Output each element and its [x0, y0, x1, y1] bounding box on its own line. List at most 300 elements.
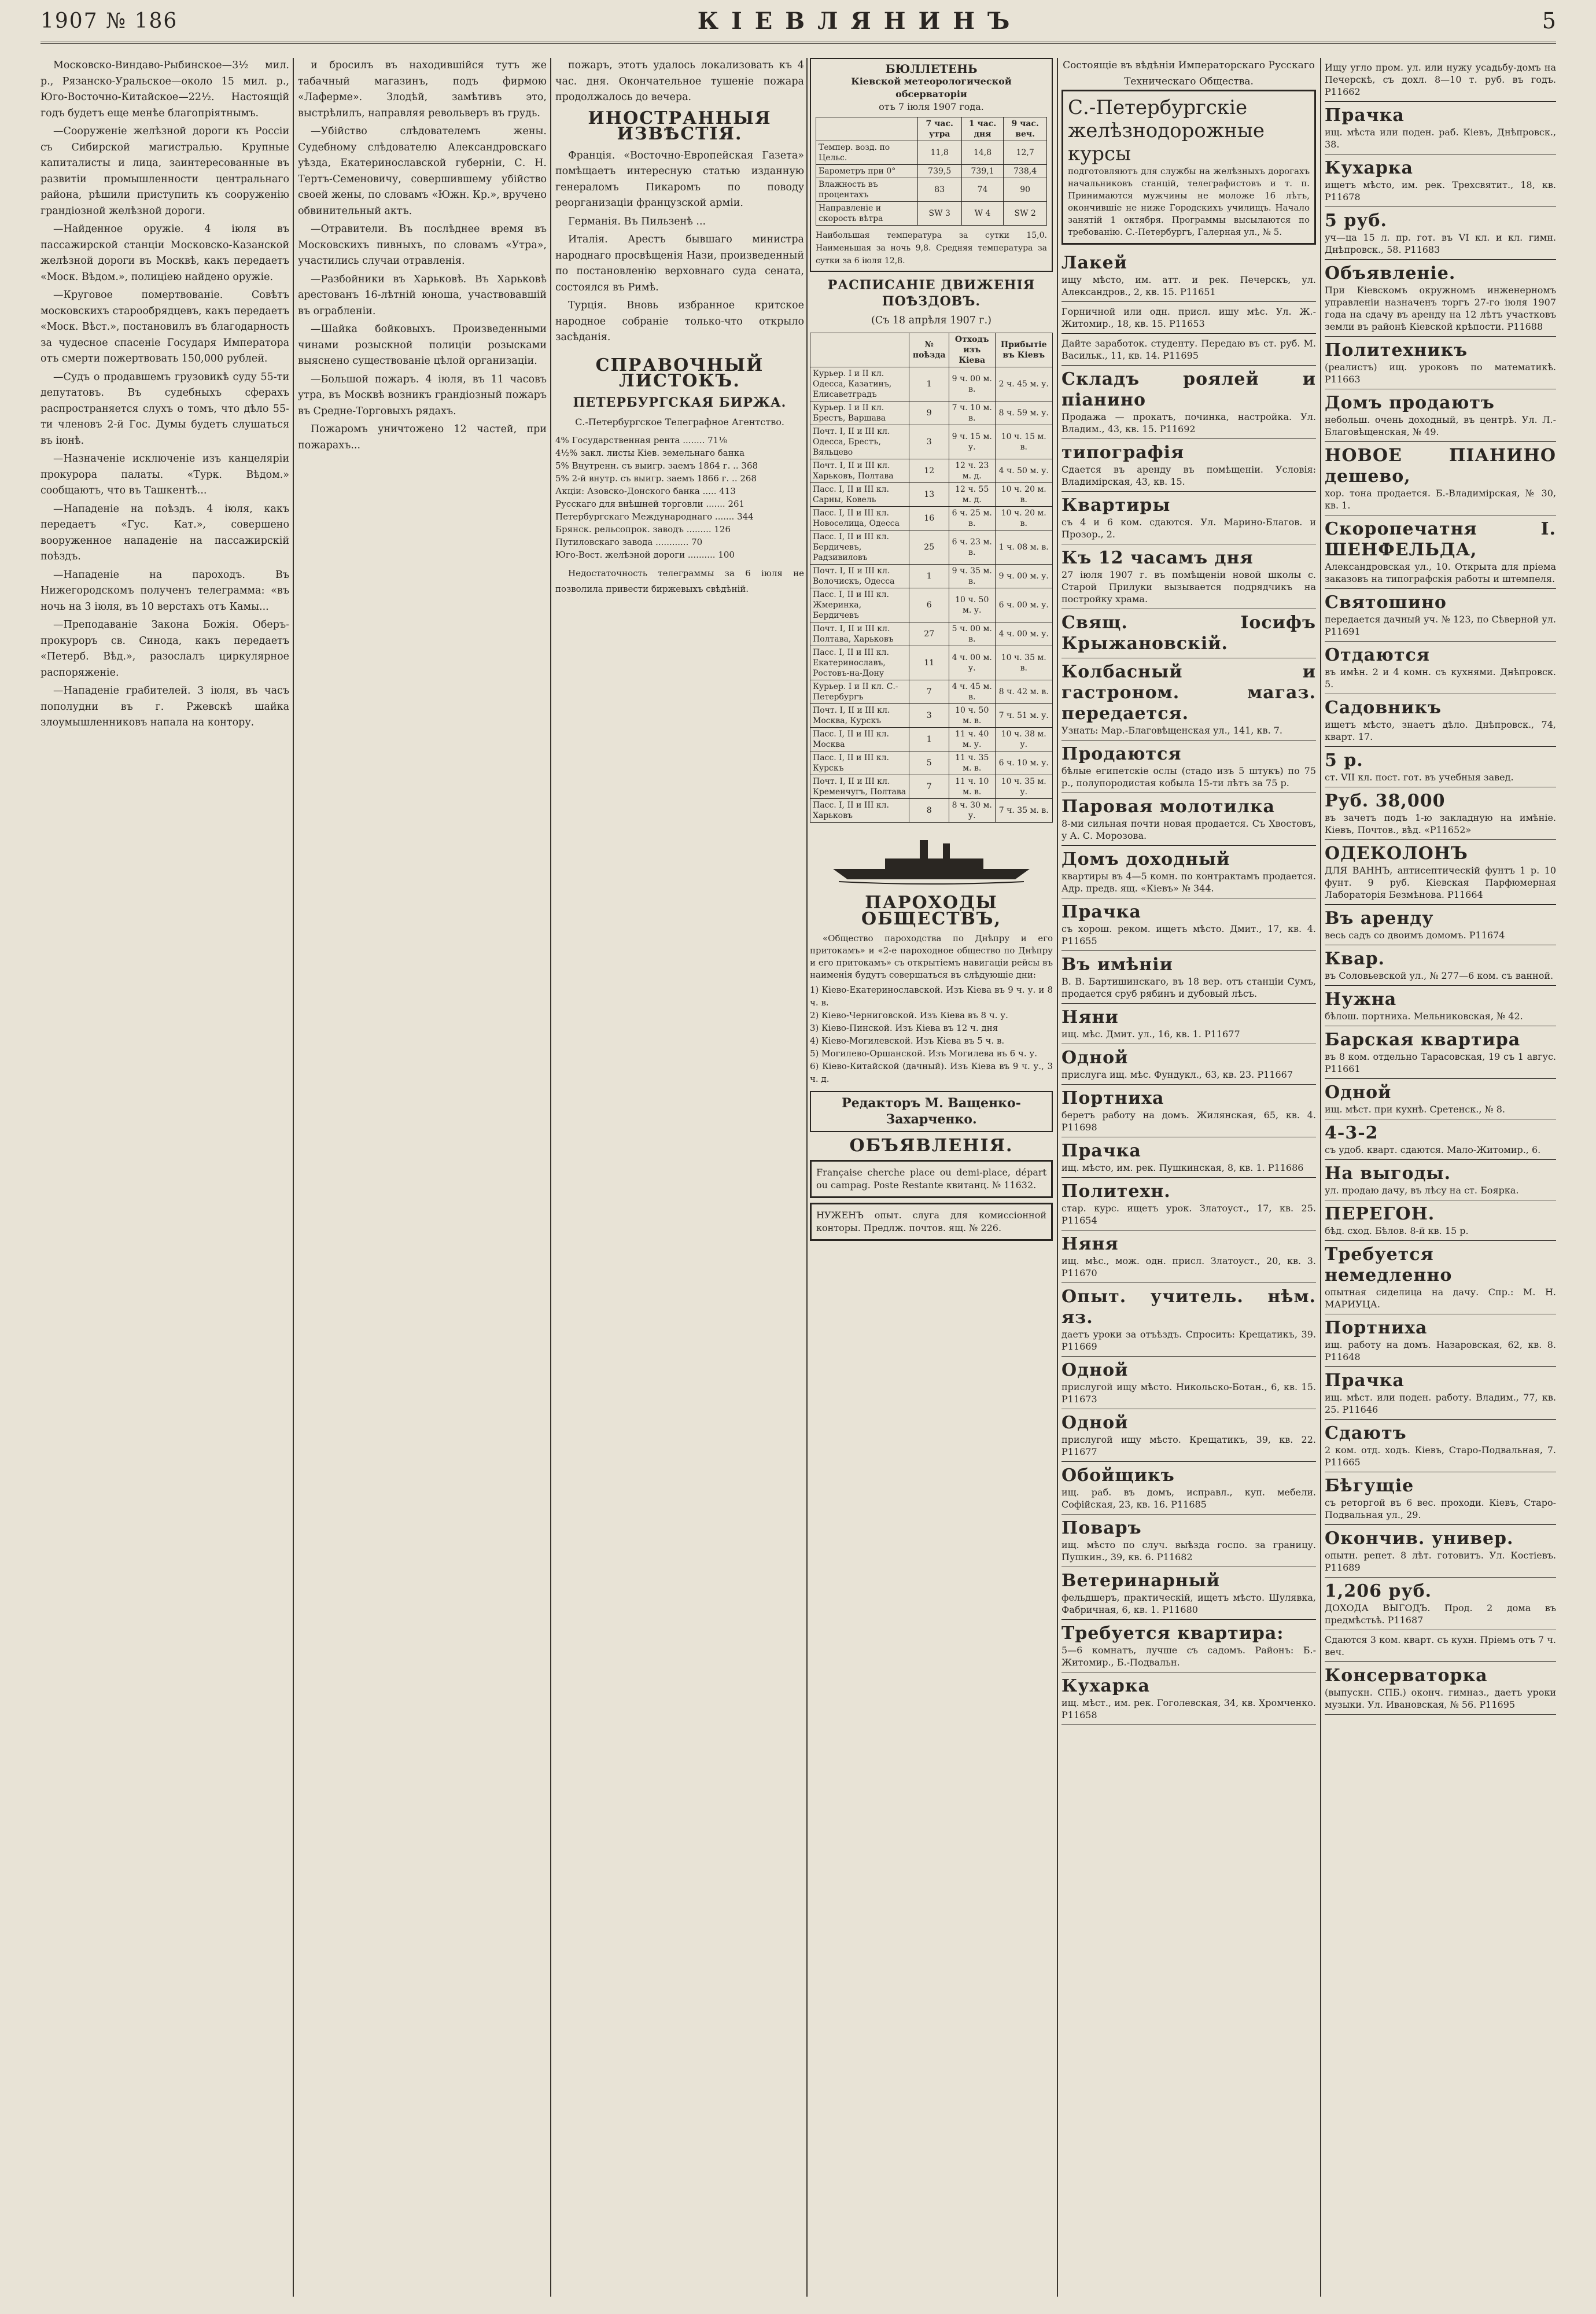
- exchange-row: Брянск. рельсопрок. заводъ ......... 126: [555, 524, 731, 535]
- schedule-cell: Курьер. I и II кл. Брестъ, Варшава: [810, 401, 909, 425]
- schedule-cell: Пасс. I, II и III кл. Харьковъ: [810, 798, 909, 822]
- schedule-row: [810, 459, 1053, 482]
- news-column-3: [555, 58, 804, 2297]
- steamship-route: 4) Кіево-Могилевской. Изъ Кіева въ 5 ч. в.: [810, 1036, 1005, 1046]
- classified-ad: [1325, 945, 1556, 986]
- weather-table: [816, 117, 1047, 226]
- schedule-cell: 9: [909, 401, 949, 425]
- weather-cell: Влажность въ процентахъ: [816, 178, 918, 202]
- ad-headline: Скоропечатня І. ШЕНФЕЛЬДА,: [1325, 519, 1556, 560]
- weather-row: [816, 165, 1047, 178]
- schedule-cell: 11 ч. 40 м. у.: [949, 727, 995, 751]
- schedule-cell: 9 ч. 15 м. у.: [949, 425, 995, 459]
- ad-headline: Нужна: [1325, 989, 1397, 1009]
- ad-headline: Требуется квартира:: [1061, 1623, 1284, 1644]
- ad-text: ст. VII кл. пост. гот. въ учебныя завед.: [1325, 772, 1514, 783]
- schedule-cell: 8 ч. 42 м. в.: [995, 680, 1053, 703]
- ad-text: въ зачетъ подъ 1-ю закладную на имѣніе. Кіевъ, Почтов., вѣд. «Р11652»: [1325, 812, 1556, 835]
- classified-ad: [1061, 1567, 1316, 1620]
- reference-heading: СПРАВОЧНЫЙ ЛИСТОКЪ.: [595, 355, 764, 391]
- schedule-cell: 10 ч. 20 м. в.: [995, 506, 1053, 530]
- classified-ad: [1325, 747, 1556, 787]
- exchange-row: 5% Внутренн. съ выигр. заемъ 1864 г. .. 368: [555, 460, 758, 471]
- classified-ad: [1325, 260, 1556, 337]
- ad-text: ищетъ мѣсто, знаетъ дѣло. Днѣпровск., 74, кварт. 17.: [1325, 719, 1556, 742]
- schedule-cell: Курьер. I и II кл. Одесса, Казатинъ, Елисаветградъ: [810, 367, 909, 401]
- schedule-cell: 1: [909, 367, 949, 401]
- news-item: Турція. Вновь избранное критское народное собраніе только-что открыло засѣданія.: [555, 300, 804, 343]
- exchange-row: Петербургскаго Международнаго ....... 344: [555, 511, 754, 522]
- schedule-cell: 10 ч. 38 м. у.: [995, 727, 1053, 751]
- schedule-cell: 12: [909, 459, 949, 482]
- ad-headline: Въ аренду: [1325, 908, 1434, 928]
- classified-ad: [1325, 787, 1556, 840]
- ad-text: беретъ работу на домъ. Жилянская, 65, кв. 4. Р11698: [1061, 1110, 1316, 1133]
- ad-text: съ 4 и 6 ком. сдаются. Ул. Марино-Благов. и Прозор., 2.: [1061, 517, 1316, 540]
- exchange-heading: ПЕТЕРБУРГСКАЯ БИРЖА.: [573, 395, 787, 410]
- schedule-subtitle: (Съ 18 апрѣля 1907 г.): [871, 315, 991, 326]
- news-item: —Назначеніе исключеніе изъ канцеляріи прокурора палаты. «Турк. Вѣдом.» сообщаютъ, что въ Ташкентѣ...: [40, 453, 289, 496]
- ad-text: Узнать: Мар.-Благовѣщенская ул., 141, кв. 7.: [1061, 725, 1282, 736]
- weather-header-row: [816, 117, 1047, 141]
- weather-cell: 12,7: [1004, 141, 1047, 165]
- schedule-row: [810, 367, 1053, 401]
- ad-headline: Домъ доходный: [1061, 849, 1230, 869]
- ad-text: ищ. мѣс., мож. одн. присл. Златоуст., 20, кв. 3. Р11670: [1061, 1255, 1316, 1278]
- classified-ad: [1061, 846, 1316, 898]
- train-schedule-table: [810, 333, 1053, 823]
- ad-headline: 5 р.: [1325, 750, 1363, 771]
- classified-ad: [1325, 1119, 1556, 1160]
- classified-ad: [1061, 1044, 1316, 1085]
- ad-text: фельдшеръ, практическій, ищетъ мѣсто. Шулявка, Фабричная, 6, кв. 1. Р11680: [1061, 1592, 1316, 1615]
- schedule-cell: 9 ч. 00 м. у.: [995, 564, 1053, 588]
- ad-headline: Одной: [1061, 1048, 1129, 1068]
- ad-text: 5—6 комнатъ, лучше съ садомъ. Районъ: Б.-Житомир., Б.-Подвальн.: [1061, 1645, 1316, 1668]
- ad-headline: Няни: [1061, 1007, 1119, 1027]
- ad-text: прислугой ищу мѣсто. Крещатикъ, 39, кв. 22. Р11677: [1061, 1434, 1316, 1457]
- schedule-cell: 10 ч. 50 м. у.: [949, 588, 995, 622]
- column-divider: [293, 58, 294, 2297]
- classified-ad: [1061, 951, 1316, 1004]
- schedule-title: РАСПИСАНІЕ ДВИЖЕНІЯ ПОѢЗДОВЪ.: [827, 278, 1035, 309]
- ad-text: ищ. мѣст. при кухнѣ. Сретенск., № 8.: [1325, 1104, 1506, 1115]
- classified-ad: [1325, 1525, 1556, 1578]
- classified-ad: [1061, 302, 1316, 334]
- schedule-cell: 6 ч. 23 м. в.: [949, 530, 995, 564]
- ad-text: ищ. работу на домъ. Назаровская, 62, кв. 8. Р11648: [1325, 1339, 1556, 1362]
- schedule-cell: 9 ч. 35 м. в.: [949, 564, 995, 588]
- schedule-row: [810, 646, 1053, 680]
- classified-ad: [1325, 207, 1556, 260]
- weather-cell: 90: [1004, 178, 1047, 202]
- classified-ad: [1325, 1367, 1556, 1420]
- schedule-cell: 7 ч. 35 м. в.: [995, 798, 1053, 822]
- bulletin-date: отъ 7 іюля 1907 года.: [879, 101, 984, 112]
- schedule-cell: 11: [909, 646, 949, 680]
- ad-headline: Продаются: [1061, 744, 1182, 764]
- news-item: Франція. «Восточно-Европейская Газета» помѣщаетъ интересную статью изданную генераломъ Пикаромъ по поводу реорганизаціи французской арміи.: [555, 149, 804, 209]
- ad-text: Александровская ул., 10. Открыта для пріема заказовъ на типографскія работы и штемпеля.: [1325, 561, 1556, 584]
- ad-headline: Одной: [1061, 1360, 1129, 1380]
- ad-francaise: Française cherche place ou demi-place, départ ou campag. Poste Restante квитанц. № 11632.: [810, 1160, 1053, 1198]
- classified-ad: [1061, 1230, 1316, 1283]
- steamship-schedule: [810, 983, 1053, 1085]
- schedule-cell: 4 ч. 50 м. у.: [995, 459, 1053, 482]
- classified-ad: [1325, 1200, 1556, 1241]
- ad-text: Горничной или одн. присл. ищу мѣс. Ул. Ж.-Житомир., 18, кв. 15. Р11653: [1061, 306, 1316, 329]
- ad-text: ищ. мѣсто, им. рек. Пушкинская, 8, кв. 1. Р11686: [1061, 1162, 1304, 1173]
- schedule-row: [810, 775, 1053, 798]
- schedule-cell: 3: [909, 425, 949, 459]
- weather-cell: Направленіе и скорость вѣтра: [816, 202, 918, 226]
- schedule-cell: 10 ч. 50 м. в.: [949, 703, 995, 727]
- classified-ad: [1061, 334, 1316, 366]
- schedule-row: [810, 727, 1053, 751]
- bulletin-title: БЮЛЛЕТЕНЬ: [885, 62, 978, 76]
- ad-text: Сдаются 3 ком. кварт. съ кухн. Пріемъ отъ 7 ч. веч.: [1325, 1634, 1556, 1657]
- ads-heading: ОБЪЯВЛЕНІЯ.: [849, 1136, 1013, 1156]
- news-item: —Нападеніе грабителей. 3 іюля, въ часъ пополудни въ г. Ржевскѣ шайка злоумышленниковъ напала на контору.: [40, 685, 289, 728]
- agency-label: С.-Петербургское Телеграфное Агентство.: [575, 417, 784, 428]
- schedule-cell: 8 ч. 30 м. у.: [949, 798, 995, 822]
- news-item: и бросилъ въ находившійся тутъ же табачный магазинъ, подъ фирмою «Лаферме». Злодѣй, замѣтивъ это, выстрѣлилъ, направляя револьверъ въ грудь.: [298, 60, 547, 119]
- ad-text: небольш. очень доходный, въ центрѣ. Ул. Л.-Благовѣщенская, № 49.: [1325, 414, 1556, 437]
- classified-ad: [1061, 609, 1316, 658]
- classified-ad: [1325, 905, 1556, 945]
- news-item: —Большой пожаръ. 4 іюля, въ 11 часовъ утра, въ Москвѣ возникъ грандіозный пожаръ въ Средне-Торговыхъ рядахъ.: [298, 373, 547, 417]
- schedule-cell: 1: [909, 564, 949, 588]
- weather-row: [816, 141, 1047, 165]
- news-item: —Судъ о продавшемъ грузовикѣ суду 55-ти депутатовъ. Въ судебныхъ сферахъ распространяется слухъ о томъ, что дѣло 55-ти членовъ 2-й Гос. Думы будетъ слушаться въ іюнѣ.: [40, 371, 289, 447]
- weather-cell: 738,4: [1004, 165, 1047, 178]
- weather-cell: SW 3: [917, 202, 961, 226]
- schedule-cell: 6 ч. 25 м. в.: [949, 506, 995, 530]
- classified-ad: [1061, 249, 1316, 302]
- exchange-row: Юго-Вост. желѣзной дороги .......... 100: [555, 549, 735, 560]
- exchange-row: Путиловскаго завода ............ 70: [555, 536, 703, 547]
- schedule-cell: 12 ч. 55 м. д.: [949, 482, 995, 506]
- ad-text: стар. курс. ищетъ урок. Златоуст., 17, кв. 25. Р11654: [1061, 1203, 1316, 1226]
- classified-ad: [1061, 366, 1316, 439]
- schedule-cell: 8 ч. 59 м. у.: [995, 401, 1053, 425]
- ad-headline: Прачка: [1325, 1370, 1405, 1391]
- schedule-cell: 16: [909, 506, 949, 530]
- ad-headline: ПЕРЕГОН.: [1325, 1204, 1435, 1224]
- ad-text: ищ. раб. въ домъ, исправл., куп. мебели. Софійская, 23, кв. 16. Р11685: [1061, 1487, 1316, 1510]
- schedule-cell: 8: [909, 798, 949, 822]
- page-number: 5: [1542, 8, 1556, 34]
- ad-headline: типографія: [1061, 443, 1185, 463]
- schedule-cell: 7: [909, 680, 949, 703]
- schedule-row: [810, 530, 1053, 564]
- ad-headline: Окончив. универ.: [1325, 1528, 1514, 1549]
- ad-text: ищу мѣсто, им. атт. и рек. Печерскъ, ул. Александров., 2, кв. 15. Р11651: [1061, 274, 1316, 297]
- news-item: —Шайка бойковыхъ. Произведенными чинами розыскной полиціи розысками выяснено существованіе цѣлой организаціи.: [298, 323, 547, 367]
- schedule-cell: 2 ч. 45 м. у.: [995, 367, 1053, 401]
- ad-text: ищ. мѣсто по случ. выѣзда госпо. за границу. Пушкин., 39, кв. 6. Р11682: [1061, 1539, 1316, 1563]
- ad-headline: Одной: [1061, 1413, 1129, 1433]
- weather-row: [816, 178, 1047, 202]
- ad-headline: Лакей: [1061, 253, 1127, 273]
- ad-text: При Кіевскомъ окружномъ инженерномъ управленіи назначенъ торгъ 27-го іюля 1907 года на сдачу въ аренду на 12 лѣтъ участковъ земли въ районѣ Кіевской крѣпости. Р11688: [1325, 285, 1556, 332]
- ad-headline: НОВОЕ ПІАНИНО дешево,: [1325, 445, 1556, 487]
- classified-ad: [1061, 1462, 1316, 1515]
- schedule-cell: Пасс. I, II и III кл. Курскъ: [810, 751, 909, 775]
- classified-ad: [1325, 154, 1556, 207]
- schedule-cell: 6 ч. 00 м. у.: [995, 588, 1053, 622]
- ad-text: 2 ком. отд. ходъ. Кіевъ, Старо-Подвальная, 7. Р11665: [1325, 1445, 1556, 1468]
- ad-text: опытн. репет. 8 лѣт. готовитъ. Ул. Костіевъ. Р11689: [1325, 1550, 1556, 1573]
- exchange-row: 4½% закл. листы Кіев. земельнаго банка: [555, 447, 745, 458]
- steamship-route: 3) Кіево-Пинской. Изъ Кіева въ 12 ч. дня: [810, 1023, 998, 1033]
- ad-text: (выпускн. СПБ.) оконч. гимназ., даетъ уроки музыки. Ул. Ивановская, № 56. Р11695: [1325, 1687, 1556, 1710]
- classified-ad: [1325, 1662, 1556, 1715]
- ad-headline: Прачка: [1061, 902, 1141, 922]
- ad-headline: Бѣгущіе: [1325, 1476, 1414, 1496]
- ad-text: 27 іюля 1907 г. въ помѣщеніи новой школы с. Старой Прилуки вызывается подрядчикъ на постройку храма.: [1061, 569, 1316, 605]
- classified-list: [1061, 249, 1316, 1725]
- news-item: —Преподаваніе Закона Божія. Оберъ-прокуроръ св. Синода, какъ передаетъ «Петерб. Вѣд.», разослалъ циркулярное распоряженіе.: [40, 619, 289, 679]
- ad-text: хор. тона продается. Б.-Владимірская, № 30, кв. 1.: [1325, 488, 1556, 511]
- newspaper-title: КІЕВЛЯНИНЪ: [697, 7, 1023, 35]
- ad-text: бѣд. сход. Бѣлов. 8-й кв. 15 р.: [1325, 1225, 1469, 1236]
- bulletin-column: [810, 58, 1053, 2297]
- ad-headline: Объявленіе.: [1325, 263, 1456, 283]
- schedule-cell: 13: [909, 482, 949, 506]
- schedule-row: [810, 751, 1053, 775]
- ad-headline: Въ имѣніи: [1061, 955, 1173, 975]
- news-item: пожаръ, этотъ удалось локализовать къ 4 час. дня. Окончательное тушеніе пожара продолжалось до вечера.: [555, 60, 804, 103]
- ad-headline: Свящ. Іосифъ Крыжановскій.: [1061, 613, 1316, 654]
- ad-headline: Ветеринарный: [1061, 1571, 1221, 1591]
- weather-header-cell: [816, 117, 918, 141]
- exchange-row: 4% Государственная рента ........ 71⅛: [555, 434, 727, 445]
- schedule-cell: Пасс. I, II и III кл. Москва: [810, 727, 909, 751]
- news-item: —Убійство слѣдователемъ жены. Судебному слѣдователю Александровскаго уѣзда, Екатеринославской губерніи, С. Н. Тертъ-Семеновичу, совершившему убійство своей жены, по словамъ «Южн. Кр.», вручено обвинительный актъ.: [298, 126, 547, 217]
- classified-ad: [1325, 1160, 1556, 1200]
- courses-text: подготовляютъ для службы на желѣзныхъ дорогахъ начальниковъ станцій, телеграфистовъ и т. п. Принимаются мужчины не моложе 16 лѣтъ, окончившіе не ниже Городскихъ училищъ. Начало занятій 1 октября. Программы высылаются по требованію. С.-Петербургъ, Галерная ул., № 5.: [1068, 166, 1310, 237]
- weather-cell: W 4: [961, 202, 1004, 226]
- society-header: Состоящіе въ вѣдѣніи Императорскаго Русскаго Техническаго Общества.: [1063, 60, 1315, 87]
- ad-headline: Одной: [1325, 1082, 1392, 1103]
- classified-ad: [1325, 337, 1556, 389]
- news-item: —Нападеніе на поѣздъ. 4 іюля, какъ передаетъ «Гус. Кат.», совершено вооруженное нападеніе на пассажирскій поѣздъ.: [40, 503, 289, 562]
- editor-line: Редакторъ М. Ващенко-Захарченко.: [810, 1091, 1053, 1132]
- classified-ad: [1061, 1409, 1316, 1462]
- schedule-cell: 10 ч. 35 м. в.: [995, 646, 1053, 680]
- classified-ad: [1325, 102, 1556, 154]
- exchange-row: Русскаго для внѣшней торговли ....... 261: [555, 498, 745, 509]
- schedule-cell: 27: [909, 622, 949, 646]
- schedule-cell: 4 ч. 45 м. в.: [949, 680, 995, 703]
- ad-headline: Политехникъ: [1325, 340, 1468, 360]
- weather-row: [816, 202, 1047, 226]
- steamship-route: 2) Кіево-Черниговской. Изъ Кіева въ 8 ч. у.: [810, 1010, 1008, 1020]
- ad-text: ищ. мѣст., им. рек. Гоголевская, 34, кв. Хромченко. Р11658: [1061, 1697, 1316, 1720]
- schedule-row: [810, 506, 1053, 530]
- classified-ad: [1325, 1026, 1556, 1079]
- steamship-text: «Общество пароходства по Днѣпру и его притокамъ» и «2-е пароходное общество по Днѣпру и его притокамъ» съ открытіемъ навигаціи рейсы въ наименія будутъ совершаться въ слѣдующіе дни:: [810, 933, 1053, 980]
- ad-headline: Квар.: [1325, 949, 1385, 969]
- news-item: Германія. Въ Пильзенѣ ...: [568, 215, 706, 227]
- schedule-cell: 11 ч. 10 м. в.: [949, 775, 995, 798]
- schedule-row: [810, 425, 1053, 459]
- schedule-row: [810, 564, 1053, 588]
- ad-text: ищ. мѣста или поден. раб. Кіевъ, Днѣпровск., 38.: [1325, 127, 1556, 150]
- schedule-cell: Пасс. I, II и III кл. Бердичевъ, Радзивиловъ: [810, 530, 909, 564]
- ad-text: опытная сиделица на дачу. Спр.: М. Н. МАРИУЦА.: [1325, 1287, 1556, 1310]
- schedule-cell: Пасс. I, II и III кл. Новоселица, Одесса: [810, 506, 909, 530]
- schedule-cell: 4 ч. 00 м. у.: [949, 646, 995, 680]
- ad-headline: Святошино: [1325, 592, 1447, 613]
- ad-text: ищ. мѣс. Дмит. ул., 16, кв. 1. Р11677: [1061, 1029, 1240, 1040]
- exchange-list: [555, 434, 804, 561]
- ad-text: весь садъ со двоимъ домомъ. Р11674: [1325, 930, 1505, 941]
- news-item: Италія. Арестъ бывшаго министра народнаго просвѣщенія Нази, произведенный по постановленію верховнаго суда сената, состоялся въ Римѣ.: [555, 234, 804, 293]
- schedule-cell: Пасс. I, II и III кл. Жмеринка, Бердичевъ: [810, 588, 909, 622]
- classified-ad: [1325, 1079, 1556, 1119]
- schedule-header-row: [810, 333, 1053, 367]
- ad-text: съ хорош. реком. ищетъ мѣсто. Дмит., 17, кв. 4. Р11655: [1061, 923, 1316, 946]
- weather-cell: 83: [917, 178, 961, 202]
- steamship-route: 1) Кіево-Екатеринославской. Изъ Кіева въ 9 ч. у. и 8 ч. в.: [810, 985, 1053, 1008]
- schedule-cell: 4 ч. 00 м. у.: [995, 622, 1053, 646]
- bulletin-notes: Наибольшая температура за сутки 15,0. Наименьшая за ночь 9,8. Средняя температура за сутки за 6 іюля 12,8.: [816, 231, 1047, 266]
- schedule-header-cell: № поѣзда: [909, 333, 949, 367]
- classified-ad: [1325, 642, 1556, 694]
- exchange-note: Недостаточность телеграммы за 6 іюля не позволила привести биржевыхъ свѣдѣній.: [555, 568, 804, 594]
- classified-ad: [1061, 492, 1316, 544]
- steamship-title: ПАРОХОДЫ ОБЩЕСТВЪ,: [861, 893, 1002, 929]
- steamship-route: 6) Кіево-Китайской (дачный). Изъ Кіева въ 9 ч. у., 3 ч. д.: [810, 1061, 1053, 1084]
- classified-ad: [1325, 986, 1556, 1026]
- schedule-cell: 10 ч. 20 м. в.: [995, 482, 1053, 506]
- ad-headline: Прачка: [1325, 105, 1405, 126]
- weather-cell: 74: [961, 178, 1004, 202]
- ad-headline: Поваръ: [1061, 1518, 1142, 1538]
- ad-text: съ удоб. кварт. сдаются. Мало-Житомир., 6.: [1325, 1144, 1541, 1155]
- ad-text: бѣлош. портниха. Мельниковская, № 42.: [1325, 1011, 1523, 1022]
- news-column-2: [298, 58, 547, 2297]
- schedule-cell: 3: [909, 703, 949, 727]
- classified-ad: [1325, 515, 1556, 589]
- exchange-row: 5% 2-й внутр. съ выигр. заемъ 1866 г. .. 268: [555, 473, 757, 484]
- news-item: —Нападеніе на пароходъ. Въ Нижегородскомъ полученъ телеграмма: «въ ночь на 3 іюля, въ 10 верстахъ отъ Камы...: [40, 569, 289, 613]
- ad-text: въ Соловьевской ул., № 277—6 ком. съ ванной.: [1325, 970, 1554, 981]
- ad-headline: Колбасный и гастроном. магаз. передается.: [1061, 662, 1316, 724]
- weather-cell: Темпер. возд. по Цельс.: [816, 141, 918, 165]
- schedule-cell: 6 ч. 10 м. у.: [995, 751, 1053, 775]
- ad-headline: Требуется немедленно: [1325, 1244, 1453, 1285]
- ad-headline: Къ 12 часамъ дня: [1061, 548, 1254, 568]
- schedule-cell: 7 ч. 51 м. у.: [995, 703, 1053, 727]
- classified-ad: [1325, 442, 1556, 515]
- schedule-row: [810, 798, 1053, 822]
- ad-headline: Консерваторка: [1325, 1666, 1488, 1686]
- schedule-cell: 6: [909, 588, 949, 622]
- schedule-header-cell: [810, 333, 909, 367]
- classified-ad: [1061, 1178, 1316, 1230]
- schedule-cell: Почт. I, II и III кл. Харьковъ, Полтава: [810, 459, 909, 482]
- ad-headline: Кухарка: [1061, 1676, 1150, 1696]
- ad-text: Продажа — прокатъ, починка, настройка. Ул. Владим., 43, кв. 15. Р11692: [1061, 411, 1316, 434]
- classified-ad: [1061, 439, 1316, 492]
- classified-ad: [1325, 1314, 1556, 1367]
- column-divider: [550, 58, 551, 2297]
- column-divider: [1057, 58, 1058, 2297]
- schedule-header-cell: Прибытіе въ Кіевъ: [995, 333, 1053, 367]
- issue-label: 1907 № 186: [40, 9, 178, 33]
- schedule-row: [810, 482, 1053, 506]
- schedule-cell: 1 ч. 08 м. в.: [995, 530, 1053, 564]
- news-item: —Сооруженіе желѣзной дороги къ Россіи съ Сибирской магистралью. Крупные капиталисты и лица, заинтересованные въ развитіи промышленности центральнаго района, рѣшили приступить къ сооруженію грандіозной желѣзной дороги.: [40, 126, 289, 217]
- ads-column-1: [1061, 58, 1316, 2297]
- ad-text: даетъ уроки за отъѣздъ. Спросить: Крещатикъ, 39. Р11669: [1061, 1329, 1316, 1352]
- weather-bulletin: [810, 58, 1053, 272]
- schedule-cell: Почт. I, II и III кл. Москва, Курскъ: [810, 703, 909, 727]
- schedule-cell: 1: [909, 727, 949, 751]
- ad-needed-servant: НУЖЕНЪ опыт. слуга для комиссіонной конторы. Предлж. почтов. ящ. № 226.: [810, 1203, 1053, 1241]
- ad-text: ищ. мѣст. или поден. работу. Владим., 77, кв. 25. Р11646: [1325, 1392, 1556, 1415]
- schedule-cell: 7: [909, 775, 949, 798]
- steamship-route: 5) Могилево-Оршанской. Изъ Могилева въ 6 ч. у.: [810, 1048, 1037, 1059]
- classified-list: [1325, 58, 1556, 1715]
- classified-ad: [1061, 793, 1316, 846]
- bulletin-subtitle: Кіевской метеорологической обсерваторіи: [851, 76, 1012, 100]
- schedule-row: [810, 401, 1053, 425]
- classified-ad: [1061, 1085, 1316, 1137]
- schedule-cell: Пасс. I, II и III кл. Екатеринославъ, Ростовъ-на-Дону: [810, 646, 909, 680]
- schedule-cell: 9 ч. 00 м. в.: [949, 367, 995, 401]
- foreign-news-heading: ИНОСТРАННЫЯ ИЗВѢСТІЯ.: [588, 108, 772, 144]
- ad-text: Дайте заработок. студенту. Передаю въ ст. руб. М. Васильк., 11, кв. 14. Р11695: [1061, 338, 1316, 361]
- ad-headline: Руб. 38,000: [1325, 791, 1446, 811]
- classified-ad: [1061, 1672, 1316, 1725]
- classified-ad: [1325, 1241, 1556, 1314]
- classified-ad: [1325, 589, 1556, 642]
- ad-headline: Складъ роялей и піанино: [1061, 369, 1316, 410]
- schedule-cell: Почт. I, II и III кл. Одесса, Брестъ, Вяльцево: [810, 425, 909, 459]
- schedule-cell: 25: [909, 530, 949, 564]
- ad-text: (реалистъ) ищ. уроковъ по математикѣ. Р11663: [1325, 362, 1556, 385]
- ad-headline: Няня: [1061, 1234, 1119, 1254]
- ad-headline: Садовникъ: [1325, 698, 1442, 718]
- news-item: —Разбойники въ Харьковѣ. Въ Харьковѣ арестованъ 16-лѣтній юноша, участвовавшій въ ограбленіи.: [298, 273, 547, 317]
- ad-text: прислуга ищ. мѣс. Фундукл., 63, кв. 23. Р11667: [1061, 1069, 1293, 1080]
- classified-ad: [1061, 1283, 1316, 1357]
- classified-ad: [1061, 898, 1316, 951]
- classified-ad: [1061, 1357, 1316, 1409]
- schedule-cell: 5 ч. 00 м. в.: [949, 622, 995, 646]
- weather-cell: Барометръ при 0°: [816, 165, 918, 178]
- ad-headline: Обойщикъ: [1061, 1465, 1175, 1486]
- news-item: —Круговое помертвованіе. Совѣтъ московскихъ старообрядцевъ, какъ передаетъ «Моск. Вѣст.», постановилъ въ благодарность за чудесное спасеніе Государя Императора отъ смерти пожертвовать 150,000 рублей.: [40, 289, 289, 364]
- classified-ad: [1061, 1137, 1316, 1178]
- ad-headline: 4-3-2: [1325, 1123, 1378, 1143]
- ad-headline: Отдаются: [1325, 645, 1430, 665]
- railway-courses-ad: [1061, 90, 1316, 245]
- ad-text: въ имѣн. 2 и 4 комн. съ кухнями. Днѣпровск. 5.: [1325, 666, 1556, 690]
- ad-headline: Сдаютъ: [1325, 1423, 1407, 1443]
- ad-text: ул. продаю дачу, въ лѣсу на ст. Боярка.: [1325, 1185, 1519, 1196]
- weather-cell: 739,1: [961, 165, 1004, 178]
- ad-headline: На выгоды.: [1325, 1163, 1451, 1184]
- classified-ad: [1061, 1515, 1316, 1567]
- weather-header-cell: 7 час. утра: [917, 117, 961, 141]
- schedule-cell: 7 ч. 10 м. в.: [949, 401, 995, 425]
- classified-ad: [1325, 1420, 1556, 1472]
